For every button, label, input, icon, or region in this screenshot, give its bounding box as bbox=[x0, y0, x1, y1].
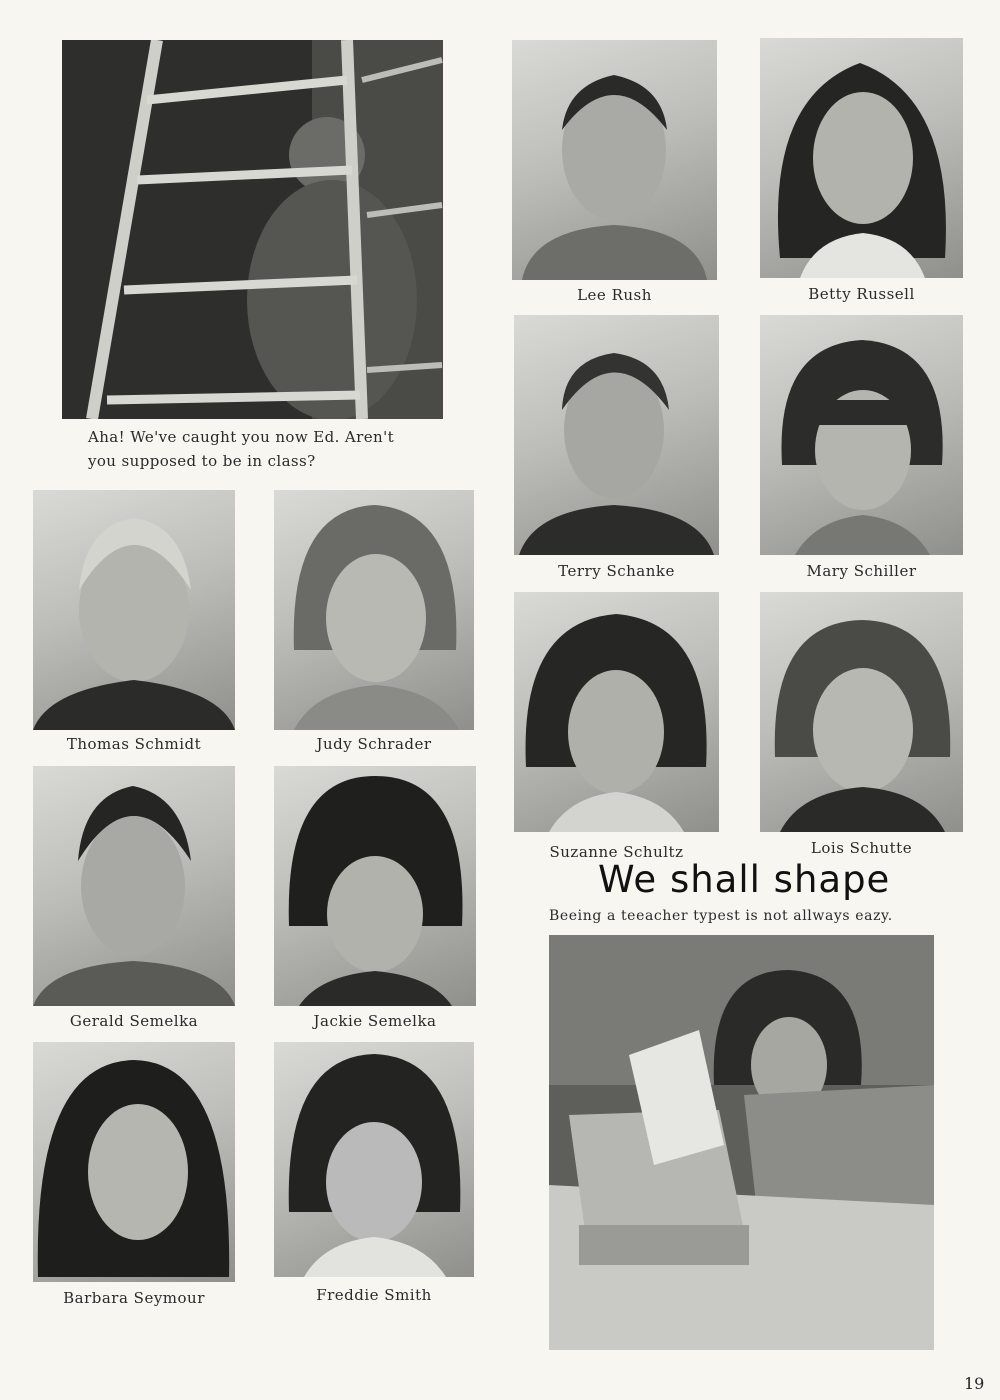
portrait-caption-betty-russell: Betty Russell bbox=[808, 285, 915, 303]
portrait-caption-lois-schutte: Lois Schutte bbox=[810, 839, 913, 857]
portrait-photo-lois-schutte bbox=[760, 592, 963, 832]
candid-photo-ladder bbox=[62, 40, 443, 419]
page-number: 19 bbox=[964, 1374, 985, 1393]
page-headline: We shall shape bbox=[598, 858, 891, 901]
portrait-caption-suzanne-schultz: Suzanne Schultz bbox=[549, 843, 684, 861]
candid-caption-ladder bbox=[88, 425, 448, 473]
portrait-photo-judy-schrader bbox=[274, 490, 474, 730]
portrait-caption-gerald-semelka: Gerald Semelka bbox=[69, 1012, 199, 1030]
portrait-caption-judy-schrader: Judy Schrader bbox=[316, 735, 432, 753]
portrait-caption-mary-schiller: Mary Schiller bbox=[806, 562, 917, 580]
portrait-caption-freddie-smith: Freddie Smith bbox=[316, 1286, 432, 1304]
candid-caption-typing: Beeing a teeacher typest is not allways eazy. bbox=[549, 908, 893, 924]
portrait-caption-thomas-schmidt: Thomas Schmidt bbox=[66, 735, 202, 753]
candid-photo-typewriter bbox=[549, 935, 934, 1350]
portrait-caption-lee-rush: Lee Rush bbox=[577, 286, 652, 304]
portrait-caption-jackie-semelka: Jackie Semelka bbox=[313, 1012, 437, 1030]
portrait-photo-jackie-semelka bbox=[274, 766, 476, 1006]
portrait-photo-betty-russell bbox=[760, 38, 963, 278]
portrait-photo-thomas-schmidt bbox=[33, 490, 235, 730]
portrait-photo-gerald-semelka bbox=[33, 766, 235, 1006]
candid-caption-line1: Aha! We've caught you now Ed. Aren't bbox=[88, 428, 395, 446]
portrait-photo-barbara-seymour bbox=[33, 1042, 235, 1282]
portrait-photo-terry-schanke bbox=[514, 315, 719, 555]
portrait-photo-mary-schiller bbox=[760, 315, 963, 555]
portrait-caption-terry-schanke: Terry Schanke bbox=[558, 562, 675, 580]
candid-caption-line2: you supposed to be in class? bbox=[88, 452, 316, 470]
portrait-photo-lee-rush bbox=[512, 40, 717, 280]
portrait-caption-barbara-seymour: Barbara Seymour bbox=[63, 1289, 205, 1307]
portrait-photo-freddie-smith bbox=[274, 1042, 474, 1277]
portrait-photo-suzanne-schultz bbox=[514, 592, 719, 832]
